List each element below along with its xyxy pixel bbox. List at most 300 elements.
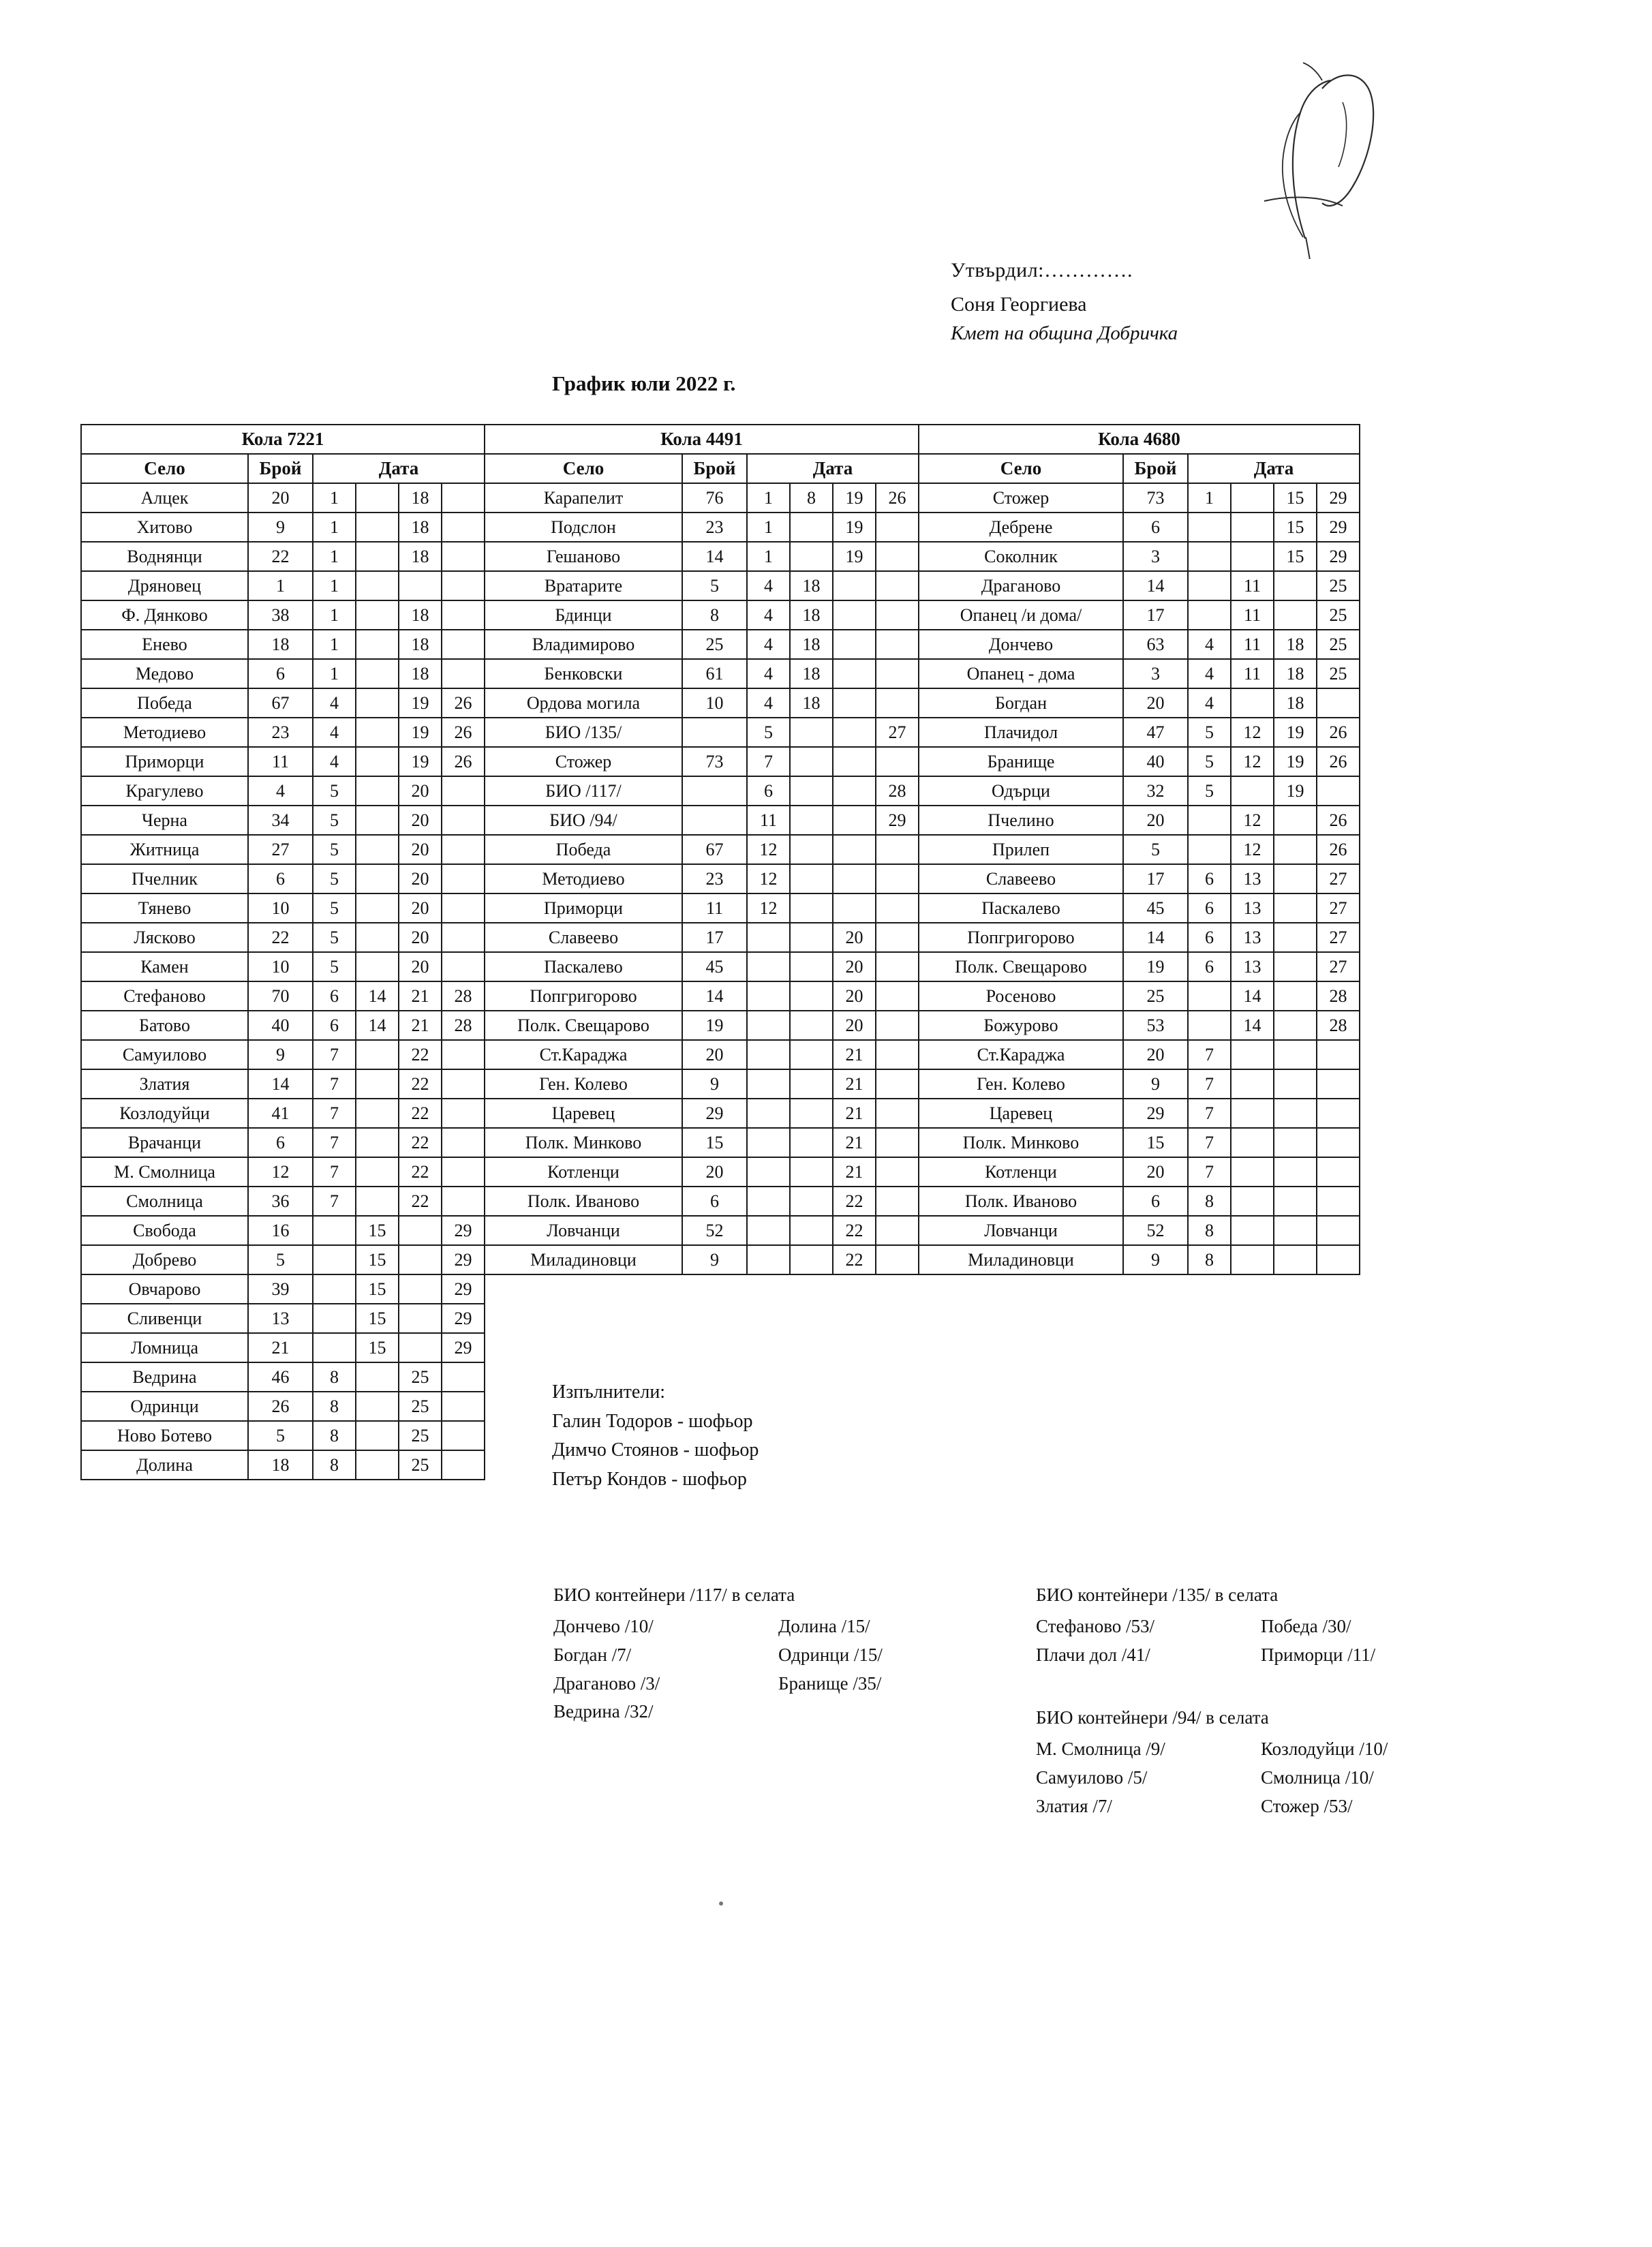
cell-date xyxy=(747,1099,790,1128)
cell-village: Прилеп xyxy=(919,835,1123,864)
cell-village: Долина xyxy=(81,1450,248,1480)
performers-block xyxy=(552,1378,759,1494)
cell-date xyxy=(790,981,833,1011)
cell-date xyxy=(790,1245,833,1274)
cell-date: 18 xyxy=(399,483,442,513)
cell-date: 20 xyxy=(399,776,442,806)
cell-date xyxy=(442,952,485,981)
cell-date xyxy=(833,659,876,688)
cell-date: 26 xyxy=(1317,718,1360,747)
cell-date: 8 xyxy=(1188,1245,1231,1274)
cell-date xyxy=(1274,981,1317,1011)
bio-note-item: Приморци /11/ xyxy=(1261,1644,1376,1665)
cell-date: 25 xyxy=(399,1450,442,1480)
cell-date xyxy=(876,981,919,1011)
cell-date: 6 xyxy=(1188,923,1231,952)
cell-count: 23 xyxy=(682,864,747,893)
cell-count: 27 xyxy=(248,835,313,864)
cell-date: 27 xyxy=(1317,952,1360,981)
empty-cell xyxy=(1123,1304,1188,1333)
cell-date xyxy=(1231,542,1274,571)
cell-village: Дончево xyxy=(919,630,1123,659)
cell-date: 4 xyxy=(313,718,356,747)
cell-count: 61 xyxy=(682,659,747,688)
cell-date: 18 xyxy=(1274,659,1317,688)
empty-cell xyxy=(1317,1450,1360,1480)
cell-date xyxy=(1231,1040,1274,1069)
cell-date: 22 xyxy=(399,1187,442,1216)
empty-cell xyxy=(1274,1392,1317,1421)
cell-date: 19 xyxy=(1274,718,1317,747)
cell-date xyxy=(876,1069,919,1099)
cell-date xyxy=(399,1333,442,1362)
cell-village: Овчарово xyxy=(81,1274,248,1304)
cell-date xyxy=(356,806,399,835)
cell-date: 15 xyxy=(1274,542,1317,571)
cell-date: 15 xyxy=(1274,483,1317,513)
empty-cell xyxy=(682,1333,747,1362)
cell-count xyxy=(682,806,747,835)
cell-count: 10 xyxy=(248,893,313,923)
table-row xyxy=(81,1187,1360,1216)
cell-count: 20 xyxy=(1123,1040,1188,1069)
cell-date xyxy=(1274,1099,1317,1128)
cell-date: 8 xyxy=(313,1362,356,1392)
empty-cell xyxy=(876,1274,919,1304)
empty-cell xyxy=(485,1304,682,1333)
cell-date: 13 xyxy=(1231,864,1274,893)
cell-date xyxy=(1231,1245,1274,1274)
cell-village: Пчелник xyxy=(81,864,248,893)
cell-count: 5 xyxy=(248,1421,313,1450)
cell-date xyxy=(747,981,790,1011)
cell-date: 14 xyxy=(356,981,399,1011)
cell-date xyxy=(790,835,833,864)
cell-village: Полк. Свещарово xyxy=(485,1011,682,1040)
cell-village: Царевец xyxy=(485,1099,682,1128)
cell-date xyxy=(833,571,876,600)
empty-cell xyxy=(876,1421,919,1450)
cell-village: БИО /135/ xyxy=(485,718,682,747)
cell-date xyxy=(399,1216,442,1245)
cell-date xyxy=(399,571,442,600)
cell-count: 52 xyxy=(682,1216,747,1245)
cell-date xyxy=(790,1128,833,1157)
empty-cell xyxy=(1188,1304,1231,1333)
cell-count: 14 xyxy=(682,542,747,571)
cell-date: 1 xyxy=(313,513,356,542)
performer-item: Петър Кондов - шофьор xyxy=(552,1468,747,1490)
cell-date xyxy=(356,923,399,952)
cell-village: Победа xyxy=(485,835,682,864)
cell-date xyxy=(399,1274,442,1304)
empty-cell xyxy=(1123,1362,1188,1392)
table-row xyxy=(81,835,1360,864)
bio-note-item: Златия /7/ xyxy=(1036,1795,1112,1816)
empty-cell xyxy=(747,1274,790,1304)
cell-date xyxy=(1274,571,1317,600)
cell-date: 20 xyxy=(833,923,876,952)
cell-date xyxy=(442,1450,485,1480)
cell-date xyxy=(790,1040,833,1069)
empty-cell xyxy=(485,1333,682,1362)
cell-count: 39 xyxy=(248,1274,313,1304)
cell-date: 5 xyxy=(1188,718,1231,747)
cell-date xyxy=(442,1187,485,1216)
cell-count: 5 xyxy=(682,571,747,600)
cell-date xyxy=(1231,1216,1274,1245)
cell-count: 6 xyxy=(248,659,313,688)
cell-date: 14 xyxy=(356,1011,399,1040)
cell-date: 20 xyxy=(399,806,442,835)
approver-name: Соня Георгиева xyxy=(951,292,1087,316)
cell-village: Ломница xyxy=(81,1333,248,1362)
cell-date xyxy=(876,600,919,630)
cell-date xyxy=(876,1011,919,1040)
cell-count: 9 xyxy=(248,1040,313,1069)
table-row xyxy=(81,1099,1360,1128)
cell-date xyxy=(1188,600,1231,630)
cell-date xyxy=(442,1157,485,1187)
cell-date xyxy=(442,542,485,571)
cell-date: 26 xyxy=(1317,747,1360,776)
empty-cell xyxy=(876,1304,919,1333)
cell-village: Бранище xyxy=(919,747,1123,776)
cell-village: Крагулево xyxy=(81,776,248,806)
approval-block xyxy=(951,256,1373,348)
empty-cell xyxy=(876,1333,919,1362)
cell-date: 20 xyxy=(833,981,876,1011)
cell-date: 8 xyxy=(313,1450,356,1480)
cell-date xyxy=(790,718,833,747)
cell-village: Воднянци xyxy=(81,542,248,571)
cell-date xyxy=(876,1099,919,1128)
cell-date: 5 xyxy=(313,806,356,835)
table-row xyxy=(81,806,1360,835)
cell-date xyxy=(1231,513,1274,542)
cell-date xyxy=(442,1128,485,1157)
cell-count: 14 xyxy=(1123,923,1188,952)
cell-count: 1 xyxy=(248,571,313,600)
cell-village: Владимирово xyxy=(485,630,682,659)
cell-date xyxy=(1231,1069,1274,1099)
bio-note-item: Смолница /10/ xyxy=(1261,1767,1374,1788)
cell-date xyxy=(876,1245,919,1274)
cell-count: 23 xyxy=(682,513,747,542)
bio-note-left-column xyxy=(1036,1612,1261,1670)
empty-cell xyxy=(919,1392,1123,1421)
cell-village: Дряновец xyxy=(81,571,248,600)
cell-village: Ловчанци xyxy=(485,1216,682,1245)
cell-date: 18 xyxy=(790,571,833,600)
cell-date: 27 xyxy=(1317,864,1360,893)
cell-date xyxy=(747,1187,790,1216)
cell-count: 73 xyxy=(682,747,747,776)
cell-count: 6 xyxy=(248,1128,313,1157)
cell-count: 67 xyxy=(682,835,747,864)
cell-date: 1 xyxy=(747,542,790,571)
header-village-1: Село xyxy=(485,454,682,483)
empty-cell xyxy=(1188,1362,1231,1392)
empty-cell xyxy=(1188,1274,1231,1304)
empty-cell xyxy=(1274,1333,1317,1362)
cell-date xyxy=(442,513,485,542)
cell-date xyxy=(442,630,485,659)
cell-village: Росеново xyxy=(919,981,1123,1011)
cell-date xyxy=(1188,1011,1231,1040)
cell-date: 12 xyxy=(1231,718,1274,747)
cell-date xyxy=(1317,1099,1360,1128)
cell-date: 1 xyxy=(747,483,790,513)
cell-date xyxy=(747,1069,790,1099)
cell-count: 5 xyxy=(1123,835,1188,864)
cell-count: 46 xyxy=(248,1362,313,1392)
car-title-0: Кола 7221 xyxy=(81,425,485,454)
empty-cell xyxy=(790,1392,833,1421)
cell-date xyxy=(1274,1187,1317,1216)
empty-cell xyxy=(1317,1304,1360,1333)
cell-village: Славеево xyxy=(919,864,1123,893)
cell-date xyxy=(1274,835,1317,864)
empty-cell xyxy=(919,1450,1123,1480)
schedule-table-wrapper xyxy=(80,424,1566,1480)
cell-date xyxy=(442,776,485,806)
empty-cell xyxy=(1317,1421,1360,1450)
cell-date xyxy=(1274,864,1317,893)
cell-date: 25 xyxy=(1317,600,1360,630)
empty-cell xyxy=(1274,1274,1317,1304)
cell-date xyxy=(1274,923,1317,952)
cell-date xyxy=(1274,806,1317,835)
cell-date: 19 xyxy=(833,483,876,513)
bio-note-item: Бранище /35/ xyxy=(778,1672,882,1694)
cell-date xyxy=(747,1128,790,1157)
cell-date xyxy=(313,1216,356,1245)
cell-date: 18 xyxy=(790,688,833,718)
empty-cell xyxy=(876,1450,919,1480)
cell-village: Вратарите xyxy=(485,571,682,600)
empty-cell xyxy=(1231,1304,1274,1333)
empty-cell xyxy=(1123,1333,1188,1362)
cell-date xyxy=(356,600,399,630)
cell-village: Богдан xyxy=(919,688,1123,718)
cell-date: 21 xyxy=(399,1011,442,1040)
cell-date xyxy=(876,1128,919,1157)
empty-cell xyxy=(919,1304,1123,1333)
bio-note-title: БИО контейнери /117/ в селата xyxy=(553,1585,795,1605)
cell-date: 20 xyxy=(399,923,442,952)
cell-date: 28 xyxy=(442,1011,485,1040)
cell-date xyxy=(1274,952,1317,981)
cell-date xyxy=(1188,806,1231,835)
cell-date xyxy=(790,1011,833,1040)
cell-date xyxy=(356,483,399,513)
cell-village: Попгригорово xyxy=(485,981,682,1011)
cell-date: 19 xyxy=(1274,747,1317,776)
cell-date: 22 xyxy=(399,1040,442,1069)
cell-count: 3 xyxy=(1123,542,1188,571)
empty-cell xyxy=(1123,1274,1188,1304)
cell-village: Енево xyxy=(81,630,248,659)
cell-village: Приморци xyxy=(485,893,682,923)
car-title-2: Кола 4680 xyxy=(919,425,1360,454)
bio-note-right-column xyxy=(1261,1735,1486,1821)
cell-date xyxy=(833,688,876,718)
cell-count: 26 xyxy=(248,1392,313,1421)
cell-village: Стожер xyxy=(919,483,1123,513)
cell-village: Подслон xyxy=(485,513,682,542)
empty-cell xyxy=(1123,1392,1188,1421)
bio-note-item: Стефаново /53/ xyxy=(1036,1615,1155,1636)
cell-date: 20 xyxy=(399,893,442,923)
cell-date xyxy=(1231,1099,1274,1128)
cell-date xyxy=(1317,1040,1360,1069)
cell-date: 22 xyxy=(399,1099,442,1128)
cell-date: 25 xyxy=(1317,659,1360,688)
empty-cell xyxy=(790,1274,833,1304)
cell-count: 15 xyxy=(682,1128,747,1157)
cell-village: БИО /117/ xyxy=(485,776,682,806)
cell-village: Свобода xyxy=(81,1216,248,1245)
cell-date xyxy=(1231,688,1274,718)
cell-date xyxy=(356,542,399,571)
bio-note-title: БИО контейнери /135/ в селата xyxy=(1036,1585,1279,1605)
cell-date xyxy=(1274,1069,1317,1099)
cell-count: 38 xyxy=(248,600,313,630)
cell-date: 7 xyxy=(1188,1040,1231,1069)
cell-date: 21 xyxy=(833,1069,876,1099)
bio-note-item: М. Смолница /9/ xyxy=(1036,1738,1165,1759)
cell-date: 7 xyxy=(313,1040,356,1069)
cell-date: 13 xyxy=(1231,952,1274,981)
empty-cell xyxy=(1231,1274,1274,1304)
cell-date: 1 xyxy=(313,659,356,688)
cell-date: 13 xyxy=(1231,893,1274,923)
table-row xyxy=(81,630,1360,659)
empty-cell xyxy=(833,1333,876,1362)
performer-item: Галин Тодоров - шофьор xyxy=(552,1410,753,1432)
cell-date xyxy=(356,1040,399,1069)
cell-count: 6 xyxy=(248,864,313,893)
cell-date: 11 xyxy=(1231,630,1274,659)
cell-date: 6 xyxy=(313,981,356,1011)
cell-date: 22 xyxy=(833,1187,876,1216)
cell-date xyxy=(790,952,833,981)
cell-date: 29 xyxy=(442,1304,485,1333)
cell-date xyxy=(1188,981,1231,1011)
schedule-table xyxy=(80,424,1360,1480)
cell-count: 8 xyxy=(682,600,747,630)
cell-date xyxy=(399,1245,442,1274)
cell-date xyxy=(356,659,399,688)
cell-date: 7 xyxy=(1188,1157,1231,1187)
cell-count: 18 xyxy=(248,1450,313,1480)
cell-date: 5 xyxy=(313,776,356,806)
table-row xyxy=(81,600,1360,630)
cell-village: БИО /94/ xyxy=(485,806,682,835)
cell-date xyxy=(1274,1040,1317,1069)
cell-count: 12 xyxy=(248,1157,313,1187)
bio-note-item: Плачи дол /41/ xyxy=(1036,1644,1150,1665)
cell-village: Медово xyxy=(81,659,248,688)
cell-date: 15 xyxy=(356,1274,399,1304)
cell-count: 40 xyxy=(1123,747,1188,776)
cell-date xyxy=(1274,893,1317,923)
cell-date xyxy=(356,1392,399,1421)
cell-date: 28 xyxy=(1317,1011,1360,1040)
cell-village: Царевец xyxy=(919,1099,1123,1128)
cell-date xyxy=(356,1450,399,1480)
cell-date: 15 xyxy=(356,1216,399,1245)
cell-count: 25 xyxy=(682,630,747,659)
bio-note-title: БИО контейнери /94/ в селата xyxy=(1036,1707,1269,1728)
cell-date: 4 xyxy=(747,600,790,630)
cell-date xyxy=(1231,1187,1274,1216)
cell-count: 53 xyxy=(1123,1011,1188,1040)
table-row xyxy=(81,776,1360,806)
cell-date xyxy=(1317,1157,1360,1187)
table-row xyxy=(81,1069,1360,1099)
empty-cell xyxy=(1231,1392,1274,1421)
cell-date: 4 xyxy=(747,659,790,688)
cell-village: Методиево xyxy=(485,864,682,893)
cell-date: 13 xyxy=(1231,923,1274,952)
cell-date xyxy=(1317,1187,1360,1216)
cell-date xyxy=(747,1157,790,1187)
cell-village: М. Смолница xyxy=(81,1157,248,1187)
bio-note-135 xyxy=(1036,1581,1486,1670)
cell-date: 6 xyxy=(1188,864,1231,893)
empty-cell xyxy=(1317,1274,1360,1304)
empty-cell xyxy=(1274,1362,1317,1392)
header-count-2: Брой xyxy=(1123,454,1188,483)
header-village-0: Село xyxy=(81,454,248,483)
empty-cell xyxy=(1231,1362,1274,1392)
cell-date xyxy=(356,513,399,542)
bio-note-item: Козлодуйци /10/ xyxy=(1261,1738,1388,1759)
table-row xyxy=(81,571,1360,600)
bio-note-item: Самуилово /5/ xyxy=(1036,1767,1148,1788)
cell-date xyxy=(747,1245,790,1274)
cell-date: 18 xyxy=(1274,630,1317,659)
cell-date: 26 xyxy=(442,688,485,718)
cell-count: 3 xyxy=(1123,659,1188,688)
cell-village: Батово xyxy=(81,1011,248,1040)
empty-cell xyxy=(485,1274,682,1304)
cell-date xyxy=(833,835,876,864)
cell-date: 28 xyxy=(876,776,919,806)
cell-date: 28 xyxy=(1317,981,1360,1011)
empty-cell xyxy=(790,1333,833,1362)
cell-date: 25 xyxy=(399,1362,442,1392)
cell-count: 36 xyxy=(248,1187,313,1216)
cell-date xyxy=(1231,776,1274,806)
cell-village: Ст.Караджа xyxy=(485,1040,682,1069)
cell-date: 4 xyxy=(1188,659,1231,688)
cell-date xyxy=(1274,1128,1317,1157)
cell-date xyxy=(876,747,919,776)
empty-cell xyxy=(747,1304,790,1333)
table-row xyxy=(81,718,1360,747)
cell-date xyxy=(790,1216,833,1245)
empty-cell xyxy=(876,1362,919,1392)
empty-cell xyxy=(1188,1333,1231,1362)
bio-note-item: Стожер /53/ xyxy=(1261,1795,1353,1816)
cell-date xyxy=(876,1157,919,1187)
cell-count: 9 xyxy=(248,513,313,542)
cell-date: 26 xyxy=(1317,806,1360,835)
cell-date xyxy=(356,688,399,718)
